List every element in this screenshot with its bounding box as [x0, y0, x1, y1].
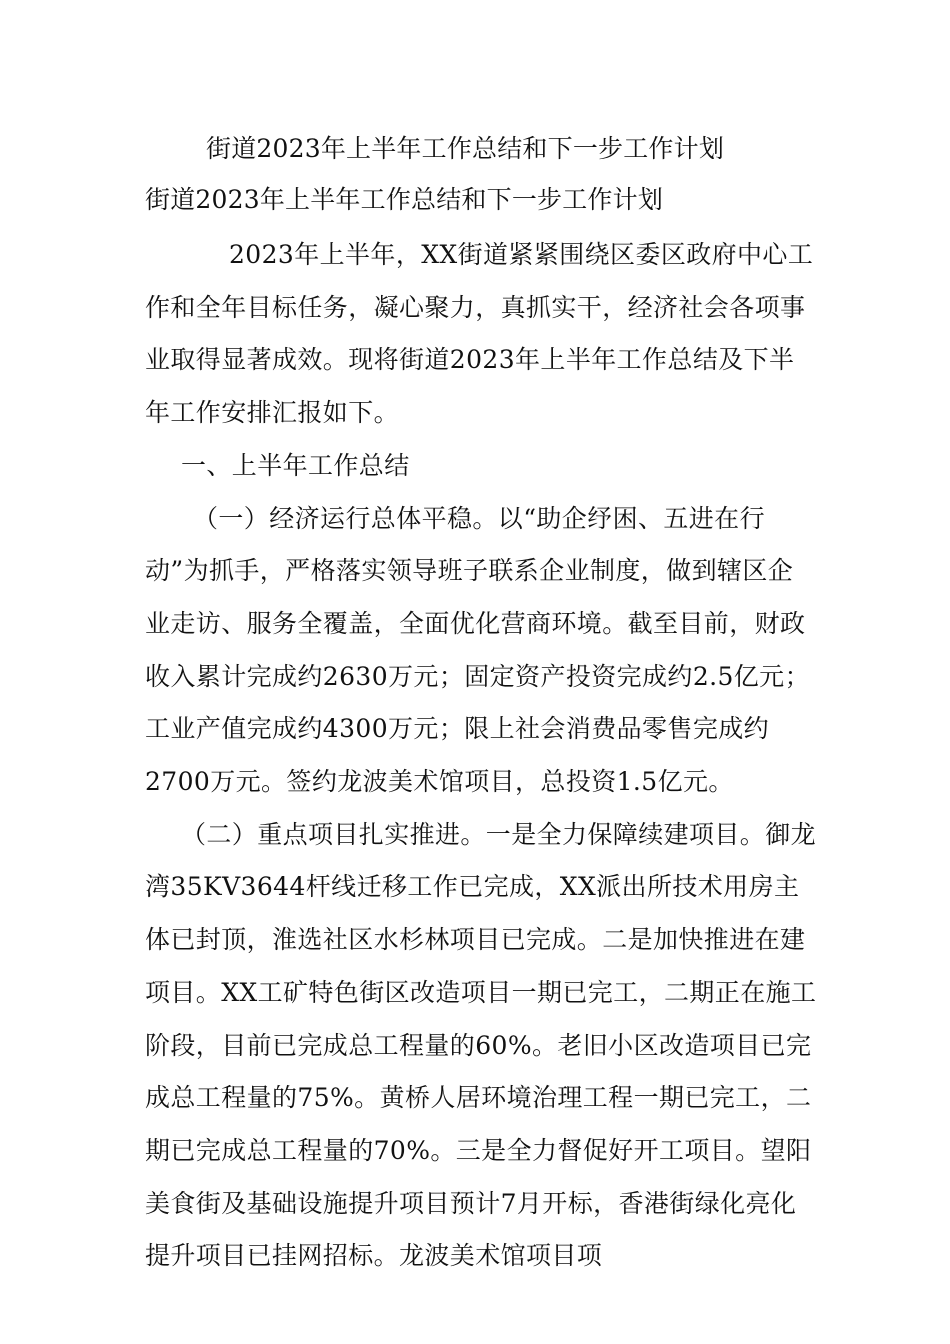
- section-heading-summary: 一、上半年工作总结: [181, 450, 410, 480]
- document-subtitle: 街道2023年上半年工作总结和下一步工作计划: [145, 185, 664, 214]
- intro-paragraph: 2023年上半年，XX街道紧紧围绕区委区政府中心工作和全年目标任务，凝心聚力，真抓实干，经济社会各项事业取得显著成效。现将街道2023年上半年工作总结及下半年工作安排汇报如下。: [145, 240, 814, 428]
- projects-paragraph: （二）重点项目扎实推进。一是全力保障续建项目。御龙湾35KV3644杆线迁移工作已完成，XX派出所技术用房主体已封顶，淮选社区水杉林项目已完成。二是加快推进在建项目。XX工矿特色街区改造项目一期已完工，二期正在施工阶段，目前已完成总工程量的60%。老旧小区改造项目已完成总工程量的75%。黄桥人居环境治理工程一期已完工，二期已完成总工程量的70%。三是全力督促好开工项目。望阳美食街及基础设施提升项目预计7月开标，香港街绿化亮化提升项目已挂网招标。龙波美术馆项目项: [145, 819, 817, 1271]
- document-body: [145, 229, 817, 1283]
- document-title: 街道2023年上半年工作总结和下一步工作计划: [206, 134, 725, 163]
- economy-paragraph: （一）经济运行总体平稳。以“助企纾困、五进在行动”为抓手，严格落实领导班子联系企业制度，做到辖区企业走访、服务全覆盖，全面优化营商环境。截至目前，财政收入累计完成约2630万元；固定资产投资完成约2.5亿元；工业产值完成约4300万元；限上社会消费品零售完成约2700万元。签约龙波美术馆项目，总投资1.5亿元。: [145, 503, 810, 797]
